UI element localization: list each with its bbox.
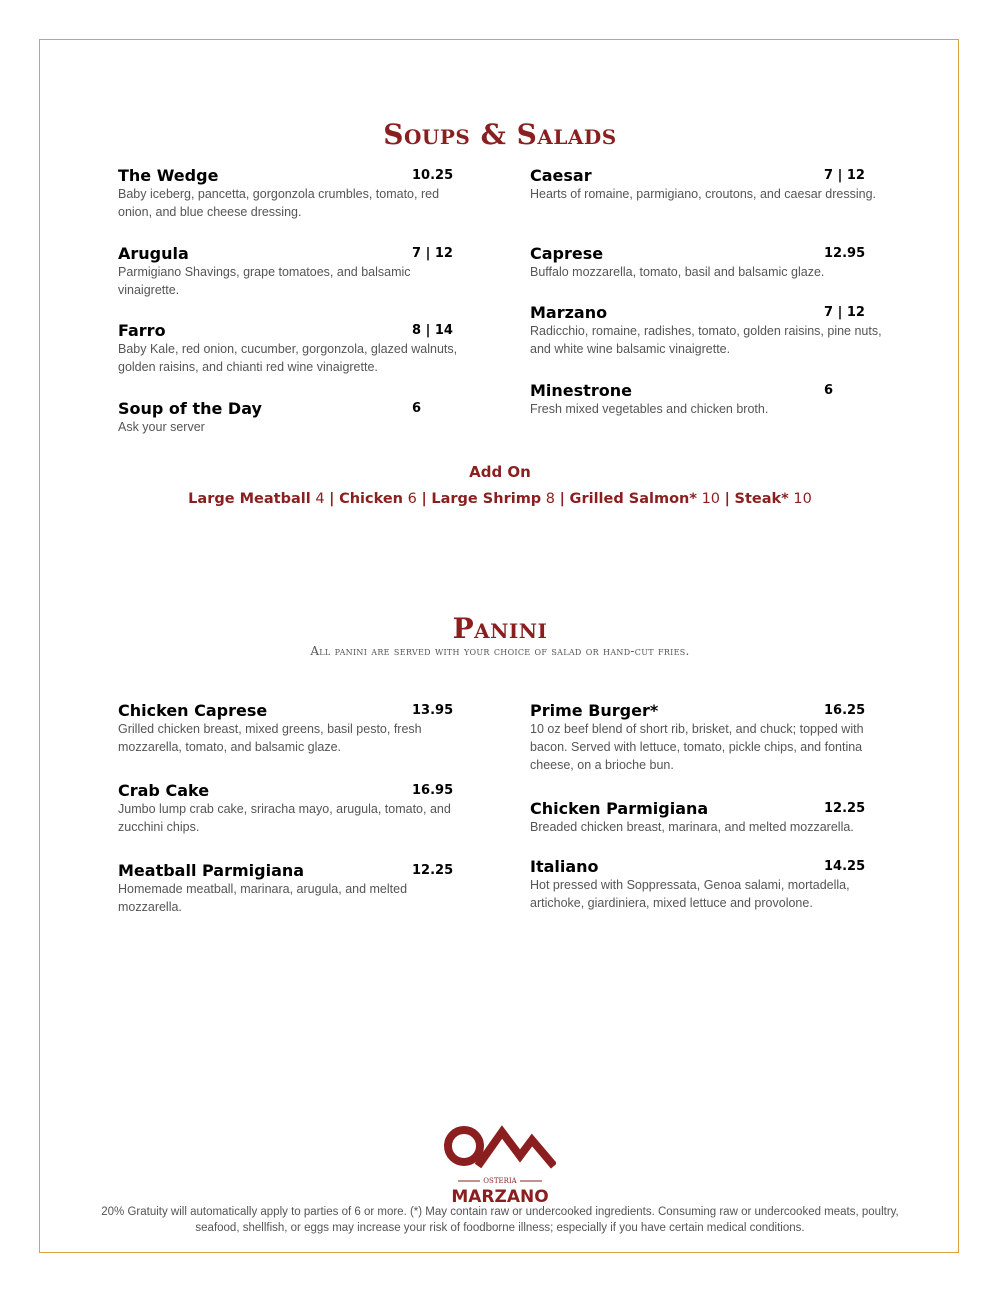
panini-title: Panini xyxy=(452,612,548,645)
item-description: Jumbo lump crab cake, sriracha mayo, arugula, tomato, and zucchini chips. xyxy=(118,802,451,834)
item-name: Marzano xyxy=(530,303,608,322)
add-on-price: 4 xyxy=(315,491,325,507)
item-name: Minestrone xyxy=(530,381,632,400)
item-description: Baby iceberg, pancetta, gorgonzola crumbles, tomato, red onion, and blue cheese dressing. xyxy=(118,187,440,219)
item-description: Hot pressed with Soppressata, Genoa salami, mortadella, artichoke, giardiniera, mixed lettuce and provolone. xyxy=(530,878,850,910)
item-name: Prime Burger* xyxy=(530,701,659,720)
add-on-name: Large Meatball xyxy=(188,491,311,507)
item-price: 7 | 12 xyxy=(412,246,453,261)
item-price: 16.25 xyxy=(824,703,866,718)
item-name: Farro xyxy=(118,321,166,340)
item-price: 14.25 xyxy=(824,859,866,874)
item-description: Breaded chicken breast, marinara, and melted mozzarella. xyxy=(530,820,854,834)
item-description: Homemade meatball, marinara, arugula, and melted mozzarella. xyxy=(118,882,408,914)
item-description: Fresh mixed vegetables and chicken broth. xyxy=(530,402,769,416)
add-on-list xyxy=(0,491,1000,507)
item-price: 16.95 xyxy=(412,783,454,798)
item-description: 10 oz beef blend of short rib, brisket, and chuck; topped with bacon. Served with lettuce, tomato, pickle chips, and fontina cheese, on a brioche bun. xyxy=(530,722,864,772)
item-name: Caesar xyxy=(530,166,592,185)
item-description: Hearts of romaine, parmigiano, croutons, and caesar dressing. xyxy=(530,187,877,201)
item-description: Baby Kale, red onion, cucumber, gorgonzola, glazed walnuts, golden raisins, and chianti red wine vinaigrette. xyxy=(118,342,458,374)
item-name: Chicken Caprese xyxy=(118,701,268,720)
item-name: Caprese xyxy=(530,244,604,263)
item-name: Crab Cake xyxy=(118,781,210,800)
item-name: Arugula xyxy=(118,244,189,263)
add-on-name: Large Shrimp xyxy=(431,491,542,507)
osteria-marzano-logo xyxy=(444,1124,556,1206)
separator: | xyxy=(724,491,730,507)
add-on-price: 8 xyxy=(545,491,556,507)
item-description: Parmigiano Shavings, grape tomatoes, and balsamic vinaigrette. xyxy=(118,265,411,297)
add-on-price: 10 xyxy=(701,491,721,507)
item-price: 12.95 xyxy=(824,246,866,261)
separator: | xyxy=(329,491,335,507)
item-description: Ask your server xyxy=(118,420,205,434)
add-on-name: Steak* xyxy=(734,491,789,507)
item-name: Chicken Parmigiana xyxy=(530,799,709,818)
add-on-title: Add On xyxy=(469,463,531,481)
item-price: 12.25 xyxy=(824,801,866,816)
item-price: 6 xyxy=(824,383,834,398)
item-name: Italiano xyxy=(530,857,599,876)
item-price: 12.25 xyxy=(412,863,454,878)
add-on-name: Grilled Salmon* xyxy=(569,491,697,507)
logo-small-text: OSTERIA xyxy=(483,1177,517,1185)
item-price: 13.95 xyxy=(412,703,454,718)
item-price: 6 xyxy=(412,401,422,416)
separator: | xyxy=(559,491,565,507)
separator: | xyxy=(421,491,427,507)
add-on-name: Chicken xyxy=(339,491,404,507)
item-description: Grilled chicken breast, mixed greens, basil pesto, fresh mozzarella, tomato, and balsamic glaze. xyxy=(118,722,422,754)
item-name: Meatball Parmigiana xyxy=(118,861,305,880)
add-on-price: 10 xyxy=(793,491,812,507)
item-name: The Wedge xyxy=(118,166,219,185)
add-on-price: 6 xyxy=(407,491,417,507)
panini-subtitle: All panini are served with your choice of salad or hand-cut fries. xyxy=(310,644,690,658)
item-price: 8 | 14 xyxy=(412,323,453,338)
footer-disclaimer: 20% Gratuity will automatically apply to parties of 6 or more. (*) May contain raw or undercooked ingredients. Consuming raw or undercooked meats, poultry, seafood, shellfish, or eggs may increase your risk of foodborne illness; especially if you have certain medical conditions. xyxy=(101,1206,899,1234)
logo-name: MARZANO xyxy=(451,1187,549,1206)
item-price: 10.25 xyxy=(412,168,454,183)
item-description: Buffalo mozzarella, tomato, basil and balsamic glaze. xyxy=(530,265,825,279)
soups-salads-title: Soups & Salads xyxy=(383,118,617,151)
item-description: Radicchio, romaine, radishes, tomato, golden raisins, pine nuts, and white wine balsamic vinaigrette. xyxy=(530,324,882,356)
item-price: 7 | 12 xyxy=(824,305,865,320)
item-name: Soup of the Day xyxy=(118,399,262,418)
item-price: 7 | 12 xyxy=(824,168,865,183)
